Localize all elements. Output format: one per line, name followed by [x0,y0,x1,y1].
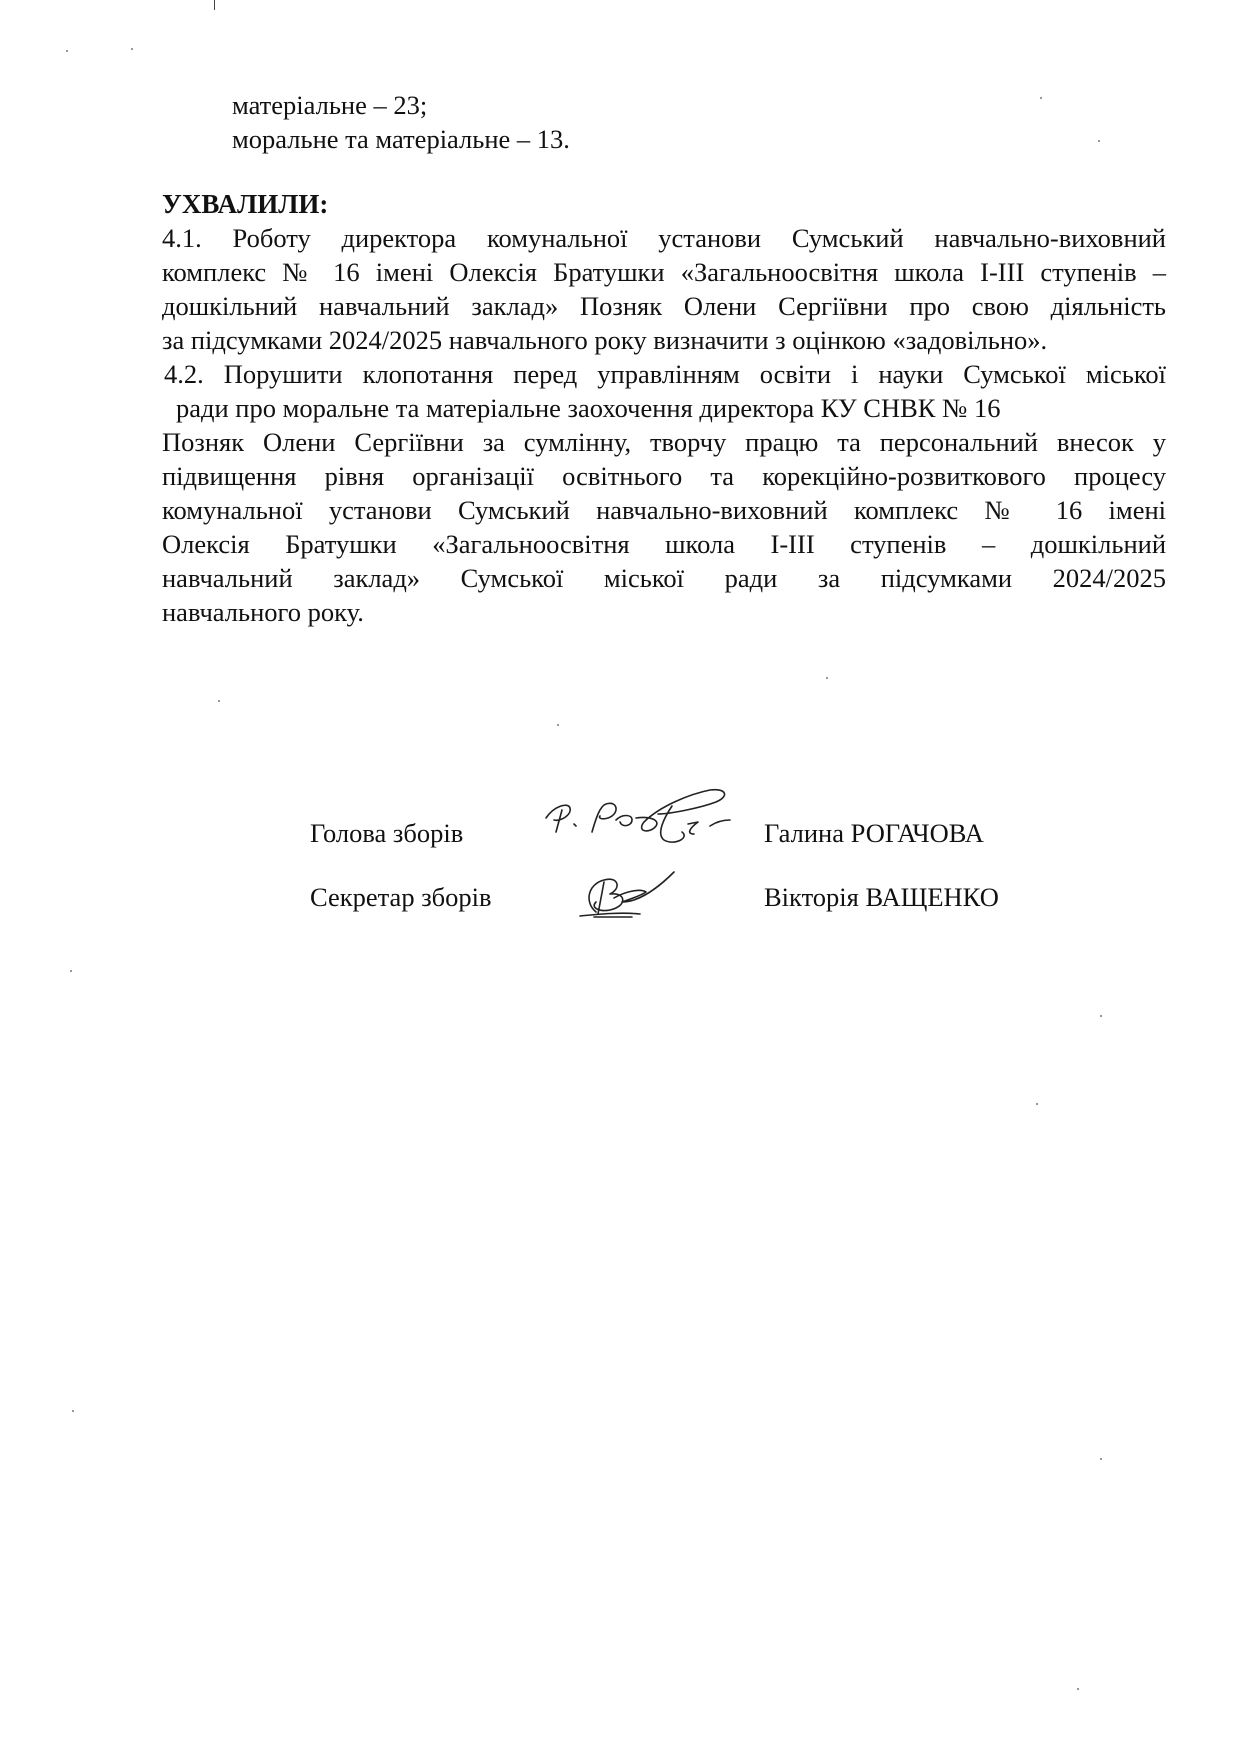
scan-speck [70,970,72,972]
item-4-2-row: підвищення рівня організації освітнього та корекційно-розвиткового процесу [162,461,1166,491]
item-4-2-row: навчального року. [162,597,364,627]
item-4-1-row: дошкільний навчальний заклад» Позняк Олени Сергіївни про свою діяльність [162,291,1166,321]
scan-speck [1077,1688,1079,1690]
scan-speck [66,50,68,52]
decision-item-4-1 [162,221,1166,357]
item-4-2-row: 4.2. Порушити клопотання перед управлінням освіти і науки Сумської міської [164,359,1166,389]
item-4-2-row: Олексія Братушки «Загальноосвітня школа І-ІІІ ступенів – дошкільний [162,529,1166,559]
item-4-1-row: комплекс № 16 імені Олексія Братушки «Загальноосвітня школа І-ІІІ ступенів – [162,257,1166,287]
item-4-2-row: комунальної установи Сумський навчально-виховний комплекс № 16 імені [162,495,1166,525]
chair-signature [540,788,770,863]
scan-speck [1040,97,1042,99]
intro-line-1: матеріальне – 23; [232,90,428,120]
chair-name: Галина РОГАЧОВА [764,818,984,848]
item-4-2-row: ради про моральне та матеріальне заохочення директора КУ СНВК № 16 [176,393,1001,423]
item-4-1-row: за підсумками 2024/2025 навчального року визначити з оцінкою «задовільно». [162,325,1048,355]
intro-line-2: моральне та матеріальне – 13. [232,124,570,154]
scan-speck [1100,1015,1102,1017]
item-4-2-row: навчальний заклад» Сумської міської ради за підсумками 2024/2025 [162,563,1166,593]
scan-speck [826,677,828,679]
item-4-1-row: 4.1. Роботу директора комунальної установи Сумський навчально-виховний [162,223,1166,253]
secretary-name: Вікторія ВАЩЕНКО [764,882,999,912]
chair-label: Голова зборів [310,818,464,848]
scan-speck [1036,1103,1038,1105]
scan-speck [1100,1458,1102,1460]
decision-heading: УХВАЛИЛИ: [162,189,329,219]
item-4-2-row: Позняк Олени Сергіївни за сумлінну, творчу працю та персональний внесок у [162,427,1166,457]
scan-speck [218,700,220,702]
scan-speck [557,724,559,726]
scan-mark [214,0,215,10]
secretary-label: Секретар зборів [310,882,492,912]
scan-speck [131,48,133,50]
scan-speck [1098,140,1100,142]
decision-item-4-2 [162,357,1166,629]
secretary-signature [570,862,690,922]
scan-speck [72,1410,74,1412]
